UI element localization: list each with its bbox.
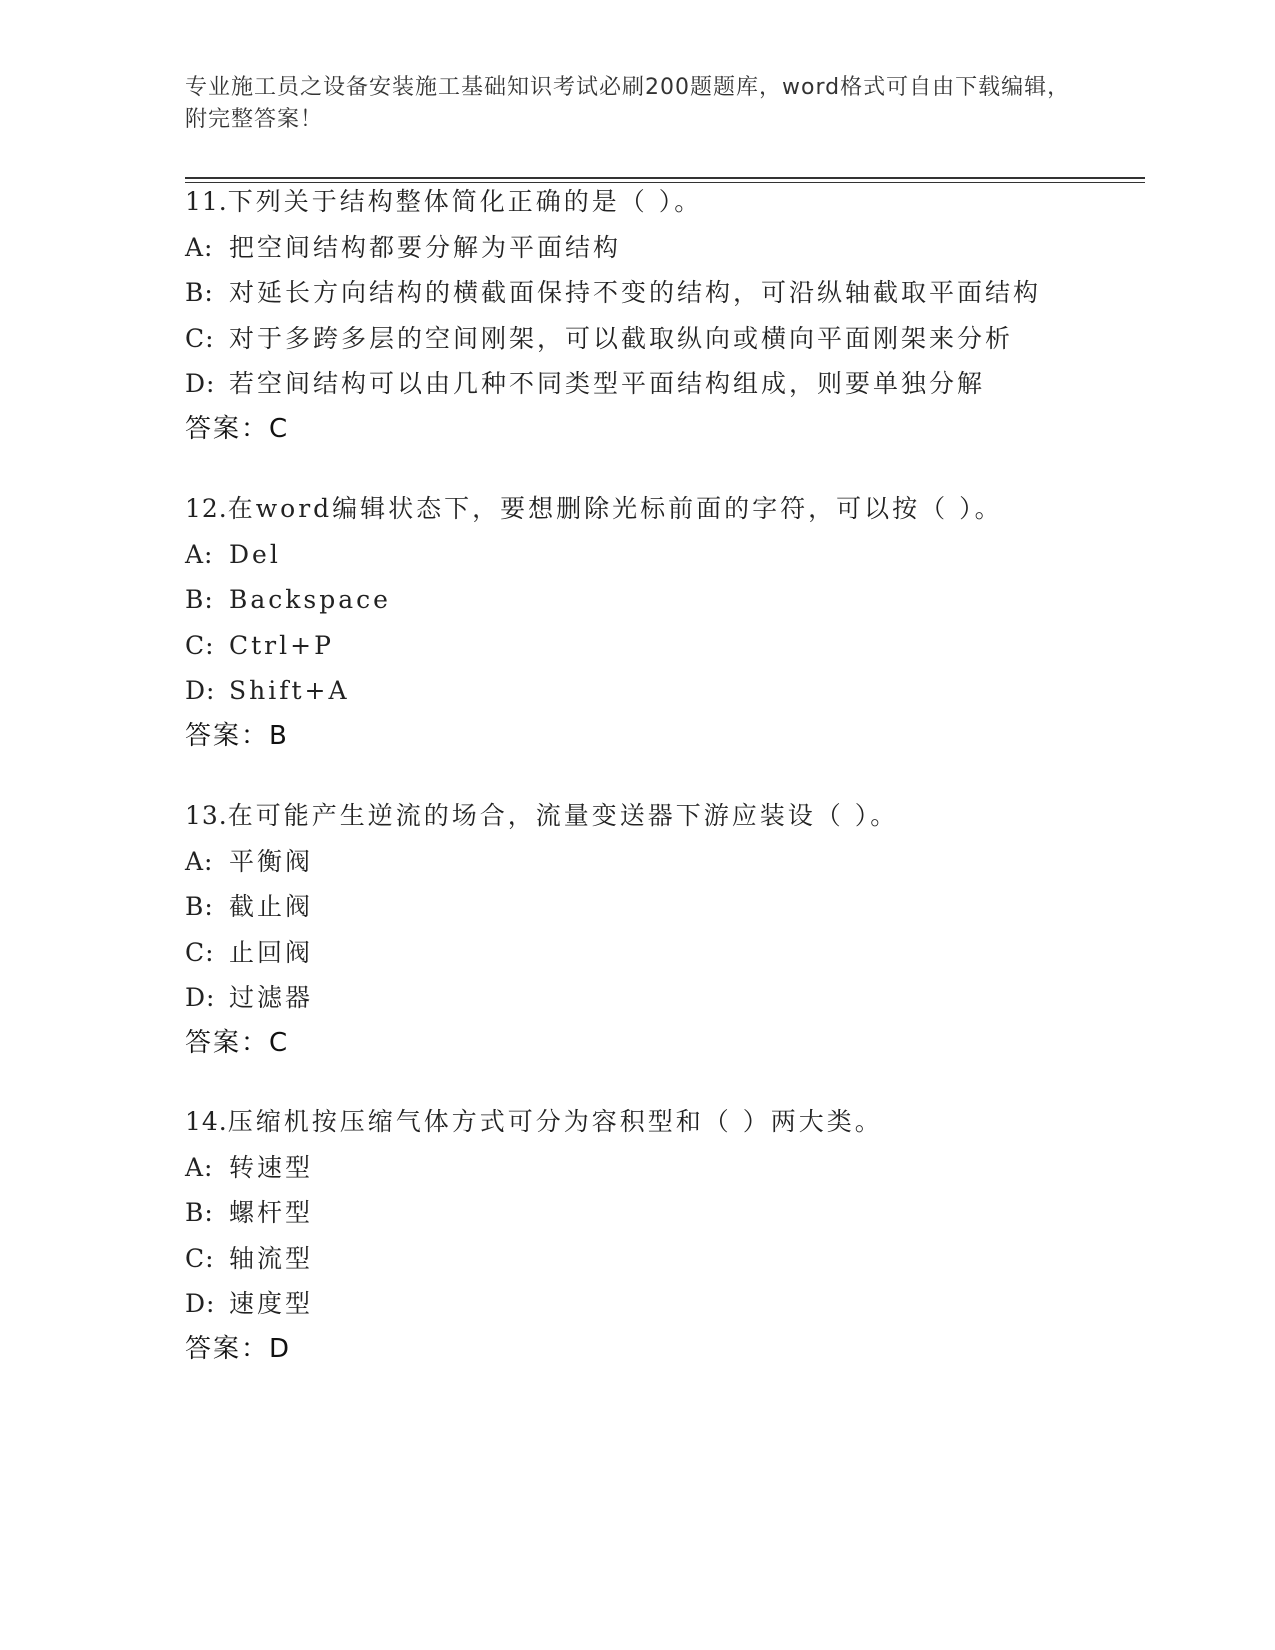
option-key: A: [185, 1152, 214, 1182]
option-key: C: [185, 630, 215, 660]
answer-value: D [269, 1333, 292, 1364]
question-number: 12. [185, 494, 228, 523]
option-key: B: [185, 585, 214, 614]
option-text: Shift+A [229, 676, 350, 705]
question-12 [185, 486, 1185, 758]
answer-value: B [269, 720, 289, 751]
question-text: 在word编辑状态下，要想删除光标前面的字符，可以按（ ）。 [227, 494, 1003, 523]
option-key: B: [185, 278, 214, 307]
option-text: Del [229, 539, 281, 569]
option-key: A: [185, 846, 214, 876]
question-number: 14. [185, 1107, 228, 1136]
question-stem [185, 179, 1185, 225]
option-b [185, 884, 1185, 930]
option-text: 对于多跨多层的空间刚架，可以截取纵向或横向平面刚架来分析 [229, 323, 1014, 353]
option-b [185, 1190, 1185, 1236]
option-b [185, 270, 1185, 316]
question-stem [185, 793, 1185, 839]
option-text: 止回阀 [229, 937, 314, 967]
answer-line [185, 1327, 1185, 1371]
question-11 [185, 179, 1185, 451]
answer-label: 答案： [185, 1333, 270, 1364]
option-text: 截止阀 [229, 892, 314, 921]
question-text: 在可能产生逆流的场合，流量变送器下游应装设（ ）。 [227, 801, 899, 830]
option-c [185, 623, 1185, 669]
option-key: C: [185, 323, 215, 353]
option-a [185, 1145, 1185, 1191]
answer-line [185, 407, 1185, 451]
option-b [185, 577, 1185, 623]
question-number: 11. [185, 187, 228, 216]
option-d [185, 975, 1185, 1021]
option-d [185, 361, 1185, 407]
option-key: B: [185, 1198, 214, 1227]
option-c [185, 316, 1185, 362]
option-key: D: [185, 676, 216, 705]
option-text: 平衡阀 [229, 846, 314, 876]
option-text: 转速型 [229, 1152, 314, 1182]
option-text: 螺杆型 [229, 1198, 314, 1227]
answer-line [185, 1021, 1185, 1065]
option-text: Ctrl+P [229, 630, 334, 660]
option-key: C: [185, 937, 215, 967]
option-c [185, 1236, 1185, 1282]
option-text: 过滤器 [229, 983, 314, 1012]
option-key: B: [185, 892, 214, 921]
option-d [185, 668, 1185, 714]
option-c [185, 930, 1185, 976]
answer-label: 答案： [185, 720, 270, 751]
option-key: D: [185, 983, 216, 1012]
option-text: Backspace [229, 585, 391, 614]
question-text: 压缩机按压缩气体方式可分为容积型和（ ）两大类。 [227, 1107, 883, 1136]
question-stem [185, 1099, 1185, 1145]
document-header-title: 专业施工员之设备安装施工基础知识考试必刷200题题库，word格式可自由下载编辑，附完整答案！ [185, 75, 1071, 132]
question-13 [185, 793, 1185, 1065]
answer-label: 答案： [185, 1027, 270, 1058]
answer-value: C [269, 1027, 290, 1058]
question-text: 下列关于结构整体简化正确的是（ ）。 [227, 187, 703, 216]
option-text: 速度型 [229, 1289, 314, 1318]
question-14 [185, 1099, 1185, 1371]
option-key: A: [185, 539, 214, 569]
option-a [185, 225, 1185, 271]
option-a [185, 532, 1185, 578]
option-text: 把空间结构都要分解为平面结构 [229, 232, 622, 262]
answer-value: C [269, 413, 290, 444]
option-text: 轴流型 [229, 1243, 314, 1273]
answer-label: 答案： [185, 413, 270, 444]
option-d [185, 1281, 1185, 1327]
option-text: 若空间结构可以由几种不同类型平面结构组成，则要单独分解 [229, 369, 986, 398]
question-number: 13. [185, 801, 228, 830]
option-key: C: [185, 1243, 215, 1273]
option-key: D: [185, 369, 216, 398]
option-text: 对延长方向结构的横截面保持不变的结构，可沿纵轴截取平面结构 [229, 278, 1042, 307]
option-a [185, 839, 1185, 885]
answer-line [185, 714, 1185, 758]
question-stem [185, 486, 1185, 532]
option-key: A: [185, 232, 214, 262]
option-key: D: [185, 1289, 216, 1318]
